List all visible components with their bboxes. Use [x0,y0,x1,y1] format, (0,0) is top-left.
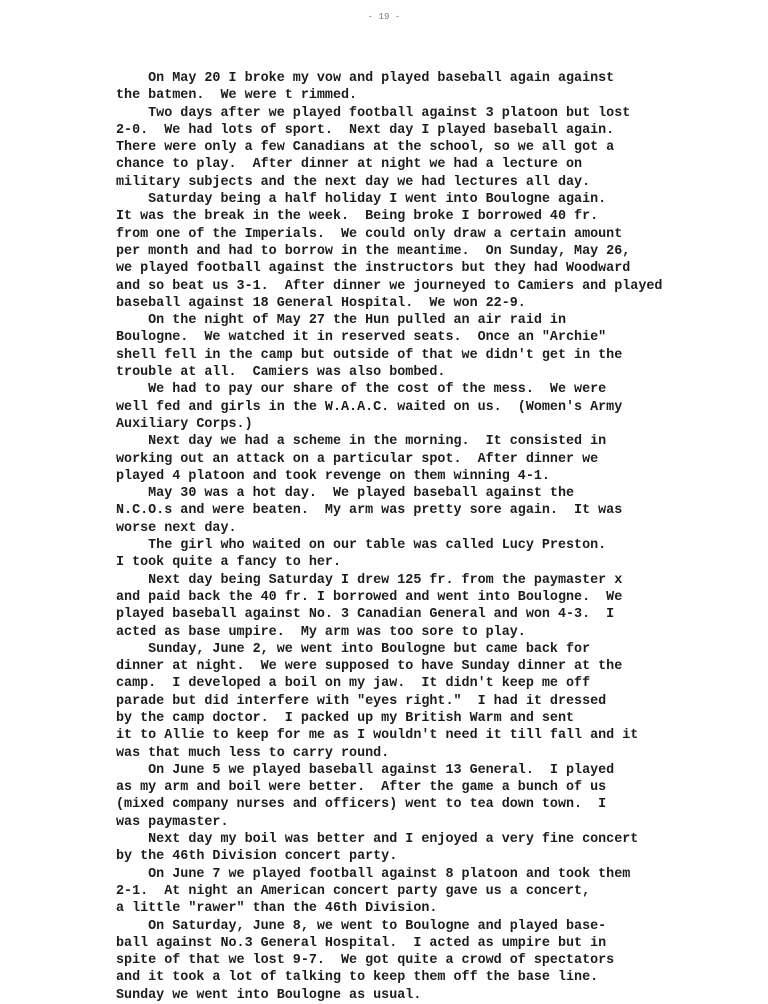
text-line: played 4 platoon and took revenge on them winning 4-1. [116,468,550,484]
text-line: I took quite a fancy to her. [116,555,341,571]
text-line: 2-0. We had lots of sport. Next day I played baseball again. [116,122,615,138]
text-line: ball against No.3 General Hospital. I acted as umpire but in [116,935,607,951]
text-line: Two days after we played football against 3 platoon but lost [116,105,631,121]
text-line: was paymaster. [116,814,229,830]
text-line: The girl who waited on our table was called Lucy Preston. [116,538,607,554]
text-line: dinner at night. We were supposed to have Sunday dinner at the [116,659,623,675]
text-line: worse next day. [116,520,237,536]
text-line: as my arm and boil were better. After the game a bunch of us [116,780,607,796]
text-line: 2-1. At night an American concert party gave us a concert, [116,883,591,899]
text-line: was that much less to carry round. [116,745,390,761]
text-line: the batmen. We were t rimmed. [116,88,358,104]
text-line: On June 7 we played football against 8 platoon and took them [116,866,631,882]
text-line: per month and had to borrow in the meantime. On Sunday, May 26, [116,243,631,259]
text-line: a little "rawer" than the 46th Division. [116,901,438,917]
text-line: (mixed company nurses and officers) went to tea down town. I [116,797,607,813]
text-line: and paid back the 40 fr. I borrowed and went into Boulogne. We [116,589,623,605]
text-line: On May 20 I broke my vow and played baseball again against [116,71,615,86]
text-line: Next day being Saturday I drew 125 fr. from the paymaster x [116,572,623,588]
text-line: It was the break in the week. Being broke I borrowed 40 fr. [116,209,599,225]
text-line: Auxiliary Corps.) [116,416,253,432]
text-line: May 30 was a hot day. We played baseball against the [116,486,575,502]
text-line: shell fell in the camp but outside of that we didn't get in the [116,347,623,363]
text-line: On June 5 we played baseball against 13 General. I played [116,762,615,778]
text-line: by the 46th Division concert party. [116,849,398,865]
text-line: by the camp doctor. I packed up my British Warm and sent [116,710,575,726]
text-line: N.C.O.s and were beaten. My arm was pretty sore again. It was [116,503,623,519]
text-line: On Saturday, June 8, we went to Boulogne and played base- [116,918,607,934]
text-line: Saturday being a half holiday I went into Boulogne again. [116,192,607,208]
text-line: Next day we had a scheme in the morning. It consisted in [116,434,607,450]
text-line: Boulogne. We watched it in reserved seats. Once an "Archie" [116,330,607,346]
page-number: - 19 - [367,12,401,22]
text-line: Sunday, June 2, we went into Boulogne but came back for [116,641,591,657]
text-line: we played football against the instructors but they had Woodward [116,261,631,277]
text-line: baseball against 18 General Hospital. We won 22-9. [116,295,526,311]
text-line: Sunday we went into Boulogne as usual. [116,987,422,1003]
text-line: Next day my boil was better and I enjoyed a very fine concert [116,832,639,848]
text-line: camp. I developed a boil on my jaw. It didn't keep me off [116,676,591,692]
text-line: and so beat us 3-1. After dinner we journeyed to Camiers and played [116,278,663,294]
text-line: There were only a few Canadians at the school, so we all got a [116,140,615,156]
text-line: military subjects and the next day we had lectures all day. [116,174,591,190]
text-line: and it took a lot of talking to keep them off the base line. [116,970,599,986]
text-line: from one of the Imperials. We could only draw a certain amount [116,226,623,242]
text-line: spite of that we lost 9-7. We got quite a crowd of spectators [116,953,615,969]
text-line: working out an attack on a particular spot. After dinner we [116,451,599,467]
text-line: it to Allie to keep for me as I wouldn't need it till fall and it [116,728,639,744]
typed-diary-text [116,70,736,1004]
text-line: On the night of May 27 the Hun pulled an air raid in [116,313,566,329]
text-line: parade but did interfere with "eyes right." I had it dressed [116,693,607,709]
text-line: well fed and girls in the W.A.A.C. waited on us. (Women's Army [116,399,623,415]
text-line: trouble at all. Camiers was also bombed. [116,365,446,381]
text-line: chance to play. After dinner at night we had a lecture on [116,157,583,173]
text-line: We had to pay our share of the cost of the mess. We were [116,382,607,398]
text-line: played baseball against No. 3 Canadian General and won 4-3. I [116,607,615,623]
text-line: acted as base umpire. My arm was too sore to play. [116,624,526,640]
